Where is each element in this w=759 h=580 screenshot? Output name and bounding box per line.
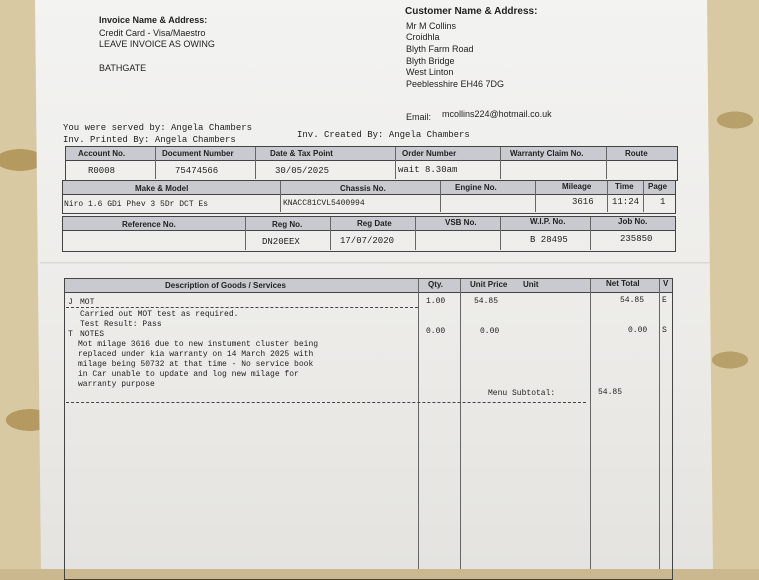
- item-v: S: [662, 326, 667, 335]
- val-wip-no: B 28495: [530, 235, 568, 245]
- item-v: E: [662, 296, 667, 305]
- val-reg-no: DN20EEX: [262, 237, 300, 247]
- val-reg-date: 17/07/2020: [340, 236, 395, 246]
- item-code: T: [68, 330, 73, 339]
- hdr-warranty-claim: Warranty Claim No.: [510, 149, 584, 158]
- hdr-unit-price: Unit Price: [470, 280, 508, 289]
- item-price: 54.85: [474, 297, 499, 306]
- hdr-net-total: Net Total: [606, 279, 640, 288]
- item-desc: in Car unable to update and log new milage for: [78, 370, 299, 379]
- hdr-wip-no: W.I.P. No.: [530, 217, 566, 226]
- customer-addr5: Peeblesshire EH46 7DG: [406, 79, 505, 89]
- val-date-tax-point: 30/05/2025: [275, 166, 330, 176]
- item-desc: replaced under kia warranty on 14 March 2025 with: [78, 350, 314, 359]
- val-document-number: 75474566: [175, 166, 219, 176]
- hdr-reg-date: Reg Date: [357, 219, 392, 228]
- hdr-unit: Unit: [523, 280, 539, 289]
- val-make-model: Niro 1.6 GDi Phev 3 5Dr DCT Es: [64, 200, 209, 209]
- hdr-make-model: Make & Model: [135, 184, 189, 193]
- item-desc: Test Result: Pass: [80, 320, 162, 329]
- customer-heading: Customer Name & Address:: [405, 6, 538, 17]
- customer-email: mcollins224@hotmail.co.uk: [442, 109, 552, 119]
- hdr-date-tax-point: Date & Tax Point: [270, 149, 333, 158]
- hdr-reference-no: Reference No.: [122, 220, 176, 229]
- item-qty: 0.00: [426, 327, 446, 336]
- hdr-page: Page: [648, 182, 668, 191]
- customer-addr2: Blyth Farm Road: [406, 44, 474, 54]
- customer-addr1: Croidhla: [406, 32, 440, 42]
- account-table-border: [65, 146, 678, 181]
- hdr-qty: Qty.: [428, 280, 443, 289]
- hdr-order-number: Order Number: [402, 149, 457, 158]
- hdr-reg-no: Reg No.: [272, 220, 303, 229]
- item-net: 54.85: [620, 296, 645, 305]
- item-price: 0.00: [480, 327, 500, 336]
- customer-name: Mr M Collins: [406, 21, 457, 31]
- invoice-address-heading: Invoice Name & Address:: [99, 15, 208, 25]
- item-desc: Carried out MOT test as required.: [80, 310, 239, 319]
- val-job-no: 235850: [620, 234, 653, 244]
- created-by: Inv. Created By: Angela Chambers: [297, 130, 470, 140]
- printed-by: Inv. Printed By: Angela Chambers: [63, 135, 236, 145]
- val-chassis-no: KNACC81CVL5400994: [283, 199, 365, 208]
- subtotal-label: Menu Subtotal:: [488, 389, 556, 398]
- customer-addr4: West Linton: [406, 67, 454, 77]
- item-desc: warranty purpose: [78, 380, 155, 389]
- subtotal-value: 54.85: [598, 388, 623, 397]
- hdr-account-no: Account No.: [78, 149, 126, 158]
- served-by: You were served by: Angela Chambers: [63, 123, 253, 133]
- hdr-description: Description of Goods / Services: [165, 281, 286, 290]
- val-account-no: R0008: [88, 166, 116, 176]
- val-order-number: wait 8.30am: [398, 165, 458, 175]
- item-desc: Mot milage 3616 due to new instument cluster being: [78, 340, 319, 349]
- hdr-v: V: [663, 279, 669, 288]
- invoice-address-line2: LEAVE INVOICE AS OWING: [99, 39, 215, 49]
- hdr-engine-no: Engine No.: [455, 183, 497, 192]
- paper-fold: [40, 262, 710, 265]
- hdr-job-no: Job No.: [618, 217, 648, 226]
- item-qty: 1.00: [426, 297, 446, 306]
- hdr-vsb-no: VSB No.: [445, 218, 477, 227]
- hdr-chassis-no: Chassis No.: [340, 184, 386, 193]
- email-label: Email:: [406, 112, 432, 122]
- val-mileage: 3616: [572, 197, 594, 207]
- item-desc: MOT: [80, 298, 95, 307]
- customer-addr3: Blyth Bridge: [406, 56, 455, 66]
- item-code: J: [68, 298, 73, 307]
- hdr-time: Time: [615, 182, 634, 191]
- invoice-address-line3: BATHGATE: [99, 63, 147, 73]
- invoice-address-line1: Credit Card - Visa/Maestro: [99, 28, 206, 38]
- hdr-document-number: Document Number: [162, 149, 234, 158]
- val-page: 1: [660, 197, 666, 207]
- hdr-mileage: Mileage: [562, 182, 592, 191]
- item-desc: milage being 50732 at that time - No service book: [78, 360, 314, 369]
- hdr-route: Route: [625, 149, 648, 158]
- val-time: 11:24: [612, 197, 640, 207]
- item-net: 0.00: [628, 326, 648, 335]
- item-desc: NOTES: [80, 330, 105, 339]
